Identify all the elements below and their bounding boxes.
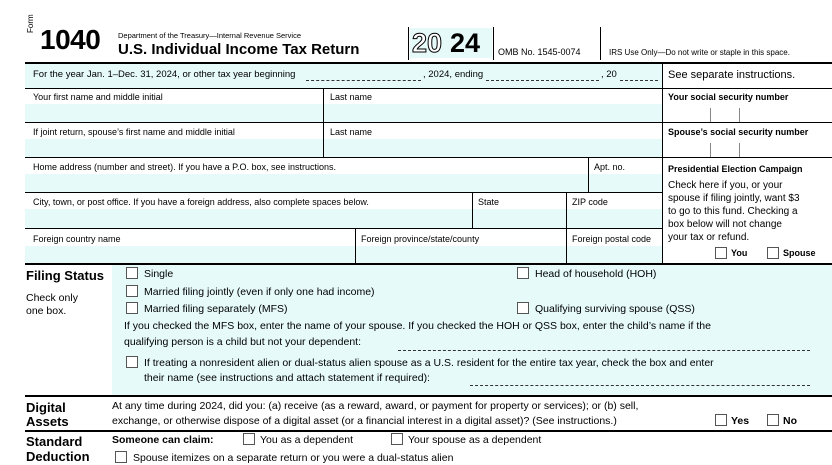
pec-spouse-label: Spouse [783, 248, 816, 258]
you-as-dependent-checkbox[interactable] [243, 433, 255, 445]
mfs-hoh-note-line-1: If you checked the MFS box, enter the name of your spouse. If you checked the HOH or QSS box, enter the child’s name if the [124, 320, 711, 332]
ssn-field[interactable] [663, 104, 832, 122]
mfs-hoh-note-line-2: qualifying person is a child but not your dependent: [124, 336, 361, 348]
last-name-field[interactable] [324, 104, 662, 122]
spouse-as-dependent-checkbox[interactable] [391, 433, 403, 445]
tax-year-suffix: , 20 [601, 69, 617, 80]
foreign-province-label: Foreign province/state/county [361, 234, 480, 244]
digital-assets-yes-checkbox[interactable] [715, 414, 727, 426]
tax-year-prefix: For the year Jan. 1–Dec. 31, 2024, or other tax year beginning [33, 69, 296, 80]
spouse-last-name-field[interactable] [324, 139, 662, 157]
irs-use-only: IRS Use Only—Do not write or staple in this space. [609, 48, 790, 57]
zip-code-label: ZIP code [572, 197, 608, 207]
apt-number-label: Apt. no. [594, 162, 626, 172]
spouse-ssn-label: Spouse’s social security number [668, 127, 809, 137]
state-label: State [478, 197, 500, 207]
qss-checkbox[interactable] [517, 302, 529, 314]
zip-code-field[interactable] [567, 209, 662, 228]
first-name-field[interactable] [25, 104, 323, 122]
home-address-field[interactable] [25, 174, 588, 192]
presidential-election-campaign [663, 158, 832, 263]
form-word: Form [26, 14, 35, 33]
pec-title: Presidential Election Campaign [668, 164, 803, 174]
standard-deduction-title-2: Deduction [26, 449, 90, 464]
tax-year-end-field[interactable] [486, 80, 599, 81]
spouse-first-name-field[interactable] [25, 139, 323, 157]
pec-line-5: your tax or refund. [668, 232, 750, 243]
nonresident-alien-line-2: their name (see instructions and attach statement if required): [144, 372, 430, 384]
apt-number-field[interactable] [589, 174, 662, 192]
digital-assets-question-1: At any time during 2024, did you: (a) receive (as a reward, award, or payment for property or services); or (b) sell, [112, 400, 639, 412]
pec-line-3: to go to this fund. Checking a [668, 206, 798, 217]
tax-year-begin-field[interactable] [306, 80, 421, 81]
year-bold: 24 [450, 28, 481, 58]
filing-status-title: Filing Status [26, 268, 104, 283]
pec-spouse-checkbox[interactable] [767, 247, 779, 259]
spouse-ssn-field[interactable] [663, 139, 832, 157]
digital-assets-yes-label: Yes [731, 415, 750, 427]
foreign-postal-code-field[interactable] [567, 246, 662, 263]
state-field[interactable] [473, 209, 566, 228]
omb-number: OMB No. 1545-0074 [498, 47, 581, 57]
pec-you-label: You [731, 248, 748, 258]
spouse-first-name-label: If joint return, spouse’s first name and middle initial [33, 127, 235, 137]
someone-can-claim-label: Someone can claim: [112, 434, 214, 446]
tax-year-box [410, 28, 492, 58]
year-outline: 20 [412, 28, 443, 58]
digital-assets-title-1: Digital [26, 400, 66, 415]
qss-label: Qualifying surviving spouse (QSS) [535, 303, 695, 315]
spouse-itemizes-label: Spouse itemizes on a separate return or you were a dual-status alien [133, 452, 454, 464]
tax-year-end-year-field[interactable] [620, 80, 658, 81]
foreign-province-field[interactable] [356, 246, 566, 263]
city-label: City, town, or post office. If you have a foreign address, also complete spaces below. [33, 197, 369, 207]
department-label: Department of the Treasury—Internal Revenue Service [118, 31, 302, 40]
pec-line-2: spouse if filing jointly, want $3 [668, 193, 800, 204]
city-field[interactable] [25, 209, 472, 228]
tax-year-middle: , 2024, ending [423, 69, 484, 80]
mfj-label: Married filing jointly (even if only one had income) [144, 286, 375, 298]
see-instructions: See separate instructions. [668, 69, 796, 81]
foreign-country-field[interactable] [25, 246, 355, 263]
mfs-label: Married filing separately (MFS) [144, 303, 288, 315]
nonresident-alien-line-1: If treating a nonresident alien or dual-status alien spouse as a U.S. resident for the entire tax year, check the box and enter [144, 357, 714, 369]
form-title: U.S. Individual Income Tax Return [118, 41, 360, 58]
home-address-label: Home address (number and street). If you have a P.O. box, see instructions. [33, 162, 336, 172]
first-name-label: Your first name and middle initial [33, 92, 163, 102]
digital-assets-no-label: No [783, 415, 797, 427]
spouse-as-dependent-label: Your spouse as a dependent [408, 434, 542, 446]
filing-status-sub-1: Check only [26, 292, 78, 304]
foreign-postal-code-label: Foreign postal code [572, 234, 652, 244]
digital-assets-question-2: exchange, or otherwise dispose of a digital asset (or a financial interest in a digital asset)? (See instructions.) [112, 415, 617, 427]
last-name-label: Last name [330, 92, 373, 102]
foreign-country-label: Foreign country name [33, 234, 121, 244]
digital-assets-no-checkbox[interactable] [767, 414, 779, 426]
mfj-checkbox[interactable] [126, 285, 138, 297]
single-checkbox[interactable] [126, 267, 138, 279]
standard-deduction-title-1: Standard [26, 434, 83, 449]
ssn-label: Your social security number [668, 92, 789, 102]
single-label: Single [144, 268, 174, 280]
pec-line-1: Check here if you, or your [668, 180, 783, 191]
form-header [0, 0, 832, 64]
hoh-label: Head of household (HOH) [535, 268, 657, 280]
nonresident-spouse-name-field[interactable] [470, 385, 810, 386]
form-number: 1040 [40, 24, 101, 55]
nonresident-alien-checkbox[interactable] [126, 356, 138, 368]
spouse-last-name-label: Last name [330, 127, 373, 137]
spouse-itemizes-checkbox[interactable] [115, 451, 127, 463]
pec-line-4: box below will not change [668, 219, 782, 230]
mfs-checkbox[interactable] [126, 302, 138, 314]
you-as-dependent-label: You as a dependent [260, 434, 354, 446]
spouse-or-child-name-field[interactable] [398, 350, 810, 351]
hoh-checkbox[interactable] [517, 267, 529, 279]
pec-you-checkbox[interactable] [715, 247, 727, 259]
filing-status-sub-2: one box. [26, 305, 67, 317]
digital-assets-title-2: Assets [26, 414, 69, 429]
